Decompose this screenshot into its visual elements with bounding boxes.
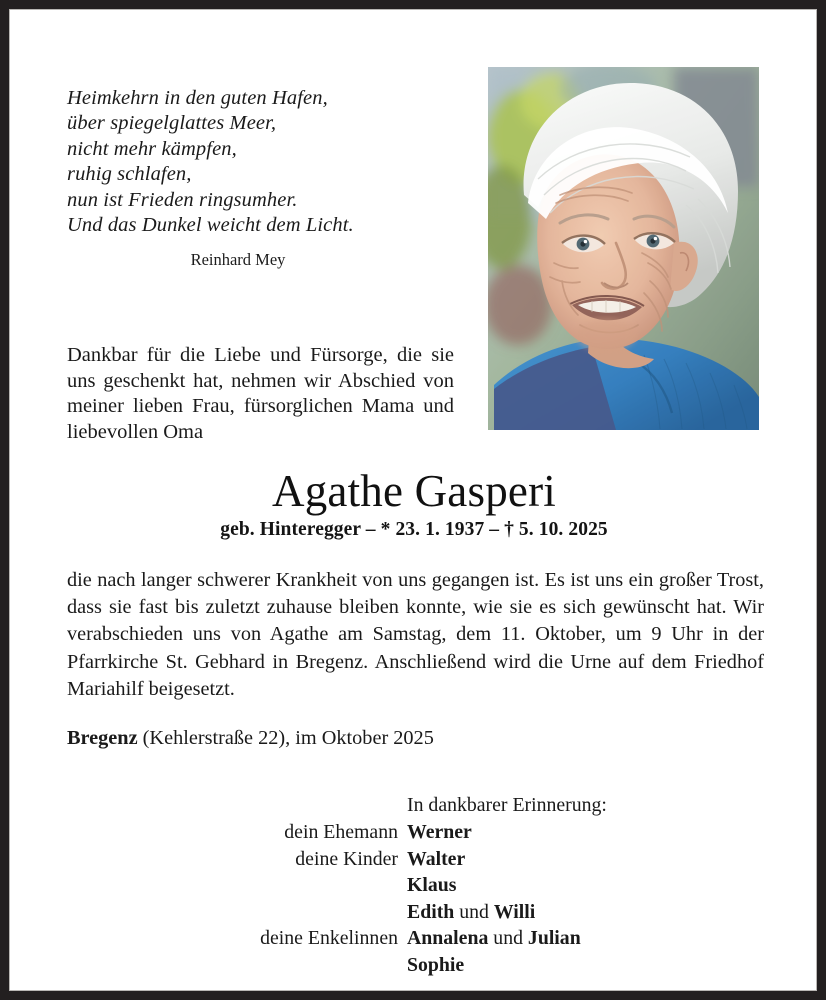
poem-block (67, 86, 467, 270)
poem-line: Heimkehrn in den guten Hafen, (67, 87, 328, 109)
family-name: Klaus (407, 874, 457, 897)
family-row (67, 925, 764, 952)
poem-attribution: Reinhard Mey (190, 250, 286, 270)
family-name: Werner (407, 821, 472, 843)
place-name: Bregenz (67, 727, 138, 749)
family-relation-label (67, 899, 398, 926)
family-name: Willi (493, 900, 536, 923)
notice-inner-rule (9, 9, 817, 991)
family-names (398, 925, 764, 952)
poem-line: über spiegelglattes Meer, (67, 112, 277, 135)
family-heading-row (67, 792, 764, 819)
family-relation-label (67, 872, 398, 899)
place-detail: (Kehlerstraße 22), im Oktober 2025 (137, 727, 434, 749)
family-row (67, 872, 764, 899)
family-name: Walter (407, 847, 466, 870)
family-name: Edith (407, 900, 455, 923)
family-names (398, 952, 764, 979)
family-names (398, 872, 764, 899)
poem-line: nicht mehr kämpfen, (67, 137, 237, 160)
obituary-page (10, 10, 818, 992)
family-heading: In dankbarer Erinnerung: (407, 794, 607, 816)
family-name: Julian (527, 927, 581, 950)
portrait-illustration (488, 67, 759, 430)
name-block (10, 465, 818, 541)
poem-line: ruhig schlafen, (67, 163, 192, 186)
family-name: Annalena (407, 927, 489, 950)
family-heading-spacer (67, 792, 398, 819)
deceased-name: Agathe Gasperi (272, 466, 556, 516)
poem-line: Und das Dunkel weicht dem Licht. (67, 214, 354, 237)
family-row (67, 952, 764, 979)
family-relation-label: dein Ehemann (284, 821, 398, 843)
family-list (67, 792, 764, 979)
family-name: Sophie (407, 953, 465, 976)
family-relation-label: deine Enkelinnen (260, 927, 398, 950)
deceased-dates: geb. Hinteregger – * 23. 1. 1937 – † 5. 10. 2025 (220, 519, 608, 540)
family-names (398, 846, 764, 873)
family-row (67, 899, 764, 926)
poem-line: nun ist Frieden ringsumher. (67, 188, 298, 211)
family-relation-label (67, 952, 398, 979)
place-date-line (67, 725, 667, 751)
family-conjunction: und (454, 900, 494, 923)
family-conjunction: und (488, 927, 528, 950)
family-names (398, 899, 764, 926)
intro-paragraph: Dankbar für die Liebe und Fürsorge, die sie uns geschenkt hat, nehmen wir Abschied von meiner lieben Frau, fürsorglichen Mama und liebevollen Oma (67, 344, 454, 443)
family-names (398, 819, 764, 846)
portrait-photo (488, 67, 759, 430)
body-paragraph: die nach langer schwerer Krankheit von uns gegangen ist. Es ist uns ein großer Trost, dass sie fast bis zuletzt zuhause bleiben konnte, wie sie es sich gewünscht hat. Wir verabschieden uns von Agathe am Samstag, dem 11. Oktober, um 9 Uhr in der Pfarrkirche St. Gebhard in Bregenz. Anschließend wird die Urne auf dem Friedhof Mariahilf beigesetzt. (67, 569, 764, 700)
family-row (67, 846, 764, 873)
family-row (67, 819, 764, 846)
family-relation-label: deine Kinder (295, 847, 398, 870)
